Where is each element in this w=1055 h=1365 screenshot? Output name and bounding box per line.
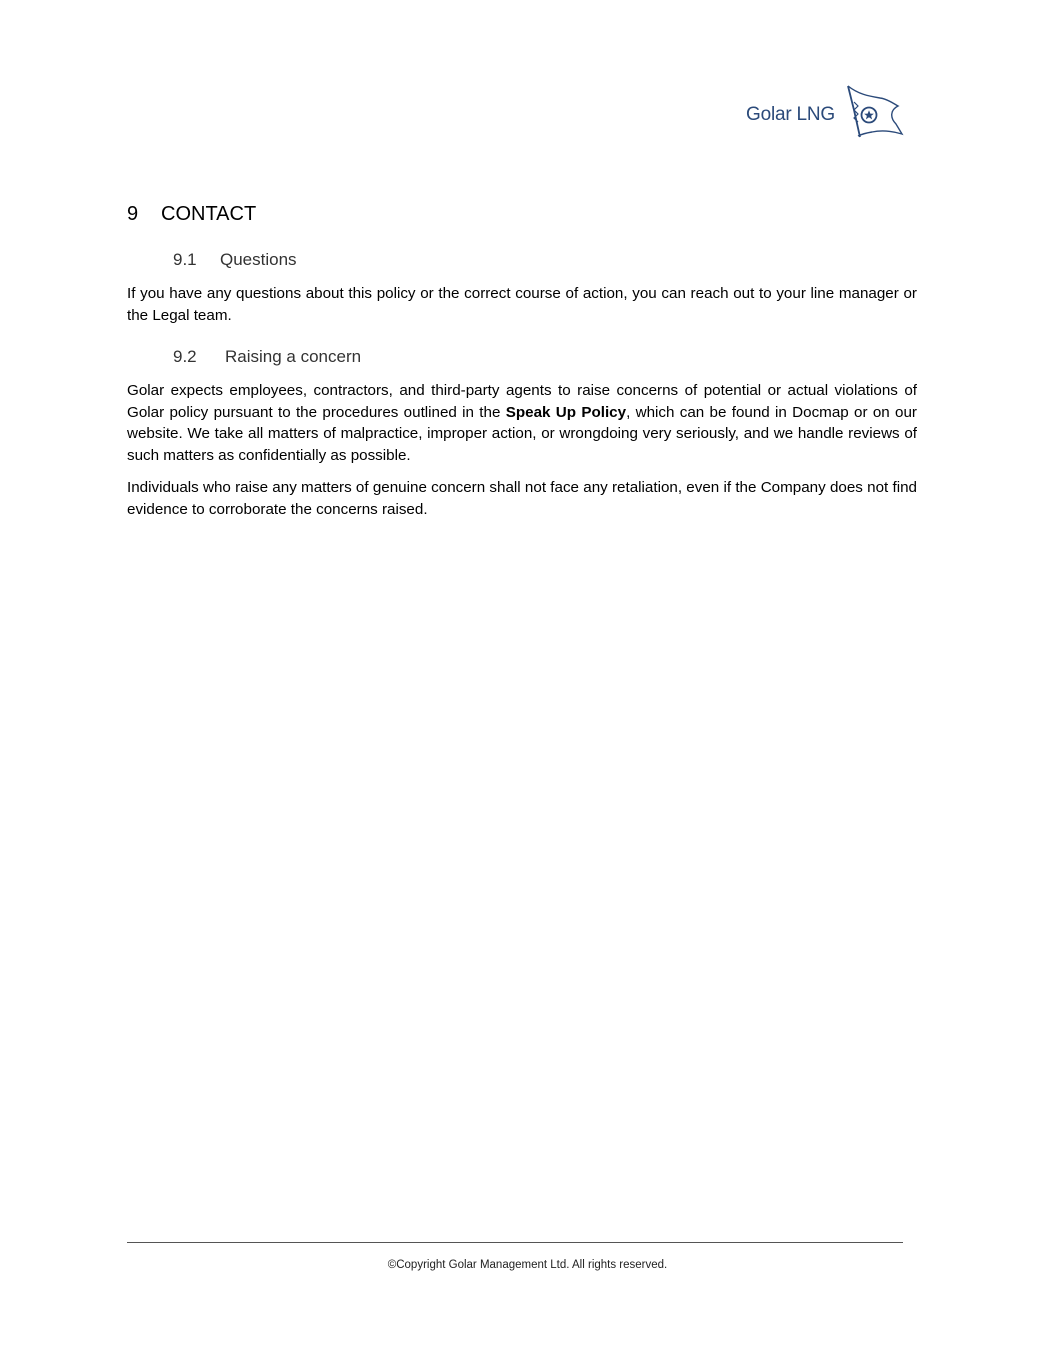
section-heading <box>127 203 256 226</box>
subsection-title: Raising a concern <box>225 347 362 366</box>
footer-divider <box>127 1242 903 1243</box>
section-title: CONTACT <box>161 203 257 225</box>
paragraph-text: Golar expects employees, contractors, and third-party agents to raise concerns of potential or actual violations of Golar policy pursuant to the procedures outlined in the <box>127 382 917 421</box>
section-number: 9 <box>127 203 139 225</box>
subsection-title: Questions <box>220 250 297 269</box>
logo-text: Golar LNG <box>746 104 836 125</box>
speak-up-policy-reference: Speak Up Policy <box>505 403 627 421</box>
subsection-heading-raising-concern <box>173 347 361 367</box>
retaliation-paragraph: Individuals who raise any matters of genuine concern shall not face any retaliation, even if the Company does not find evidence to corroborate the concerns raised. <box>127 479 917 518</box>
raising-concern-paragraph <box>127 380 917 467</box>
flag-star-icon <box>844 84 906 140</box>
subsection-number: 9.2 <box>173 347 197 366</box>
footer-copyright: ©Copyright Golar Management Ltd. All rights reserved. <box>387 1259 668 1271</box>
subsection-number: 9.1 <box>173 250 197 269</box>
questions-paragraph: If you have any questions about this policy or the correct course of action, you can reach out to your line manager or the Legal team. <box>127 285 917 324</box>
subsection-heading-questions <box>173 250 297 270</box>
paragraph-text: , which can be found in Docmap or on our website. We take all matters of malpractice, improper action, or wrongdoing very seriously, and we handle reviews of such matters as confidentially as possible. <box>127 403 917 465</box>
golar-lng-logo <box>746 84 908 142</box>
